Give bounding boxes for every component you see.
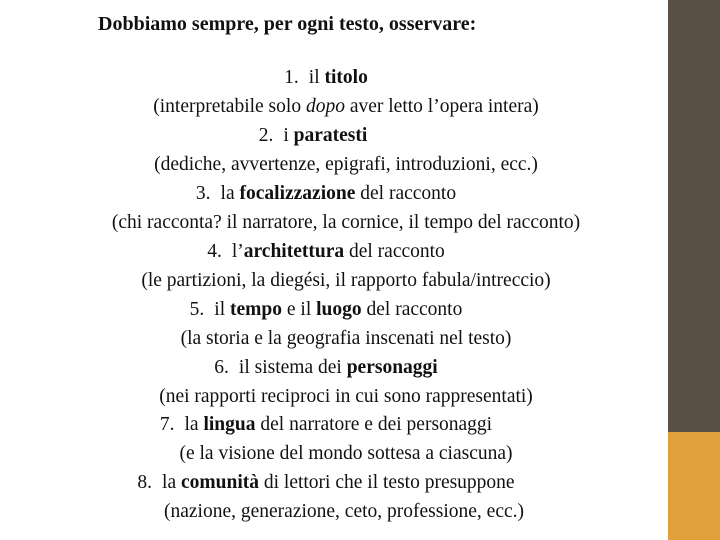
item-3-description: (chi racconta? il narratore, la cornice, il tempo del racconto)	[111, 212, 581, 233]
item-number: 6.	[214, 357, 229, 378]
item-3-heading: 3. la focalizzazione del racconto	[195, 183, 457, 204]
item-number: 5.	[189, 299, 205, 320]
item-number: 4.	[207, 241, 222, 262]
item-1-description: (interpretabile solo dopo aver letto l’opera intera)	[153, 96, 539, 117]
item-4-heading: 4. l’architettura del racconto	[207, 241, 445, 262]
item-8-heading: 8. la comunità di lettori che il testo presuppone	[137, 472, 515, 493]
item-5-heading: 5. il tempo e il luogo del racconto	[189, 299, 463, 320]
item-4-description: (le partizioni, la diegési, il rapporto fabula/intreccio)	[141, 270, 551, 291]
item-7-heading: 7. la lingua del narratore e dei personaggi	[159, 414, 493, 435]
item-2-heading: 2. i paratesti	[258, 125, 368, 146]
item-7-description: (e la visione del mondo sottesa a ciascuna)	[179, 443, 513, 464]
item-6-description: (nei rapporti reciproci in cui sono rappresentati)	[159, 386, 533, 407]
item-number: 1.	[284, 67, 299, 88]
item-number: 8.	[137, 472, 153, 493]
item-number: 3.	[195, 183, 211, 204]
item-number: 7.	[159, 414, 175, 435]
item-6-heading: 6. il sistema dei personaggi	[214, 357, 438, 378]
slide-title: Dobbiamo sempre, per ogni testo, osservare:	[98, 13, 477, 35]
item-1-heading: 1. il titolo	[284, 67, 368, 88]
item-2-description: (dediche, avvertenze, epigrafi, introduzioni, ecc.)	[154, 154, 538, 175]
sidebar-accent-bar	[668, 432, 720, 540]
item-8-description: (nazione, generazione, ceto, professione, ecc.)	[163, 501, 525, 522]
item-5-description: (la storia e la geografia inscenati nel testo)	[180, 328, 512, 349]
item-number: 2.	[258, 125, 274, 146]
